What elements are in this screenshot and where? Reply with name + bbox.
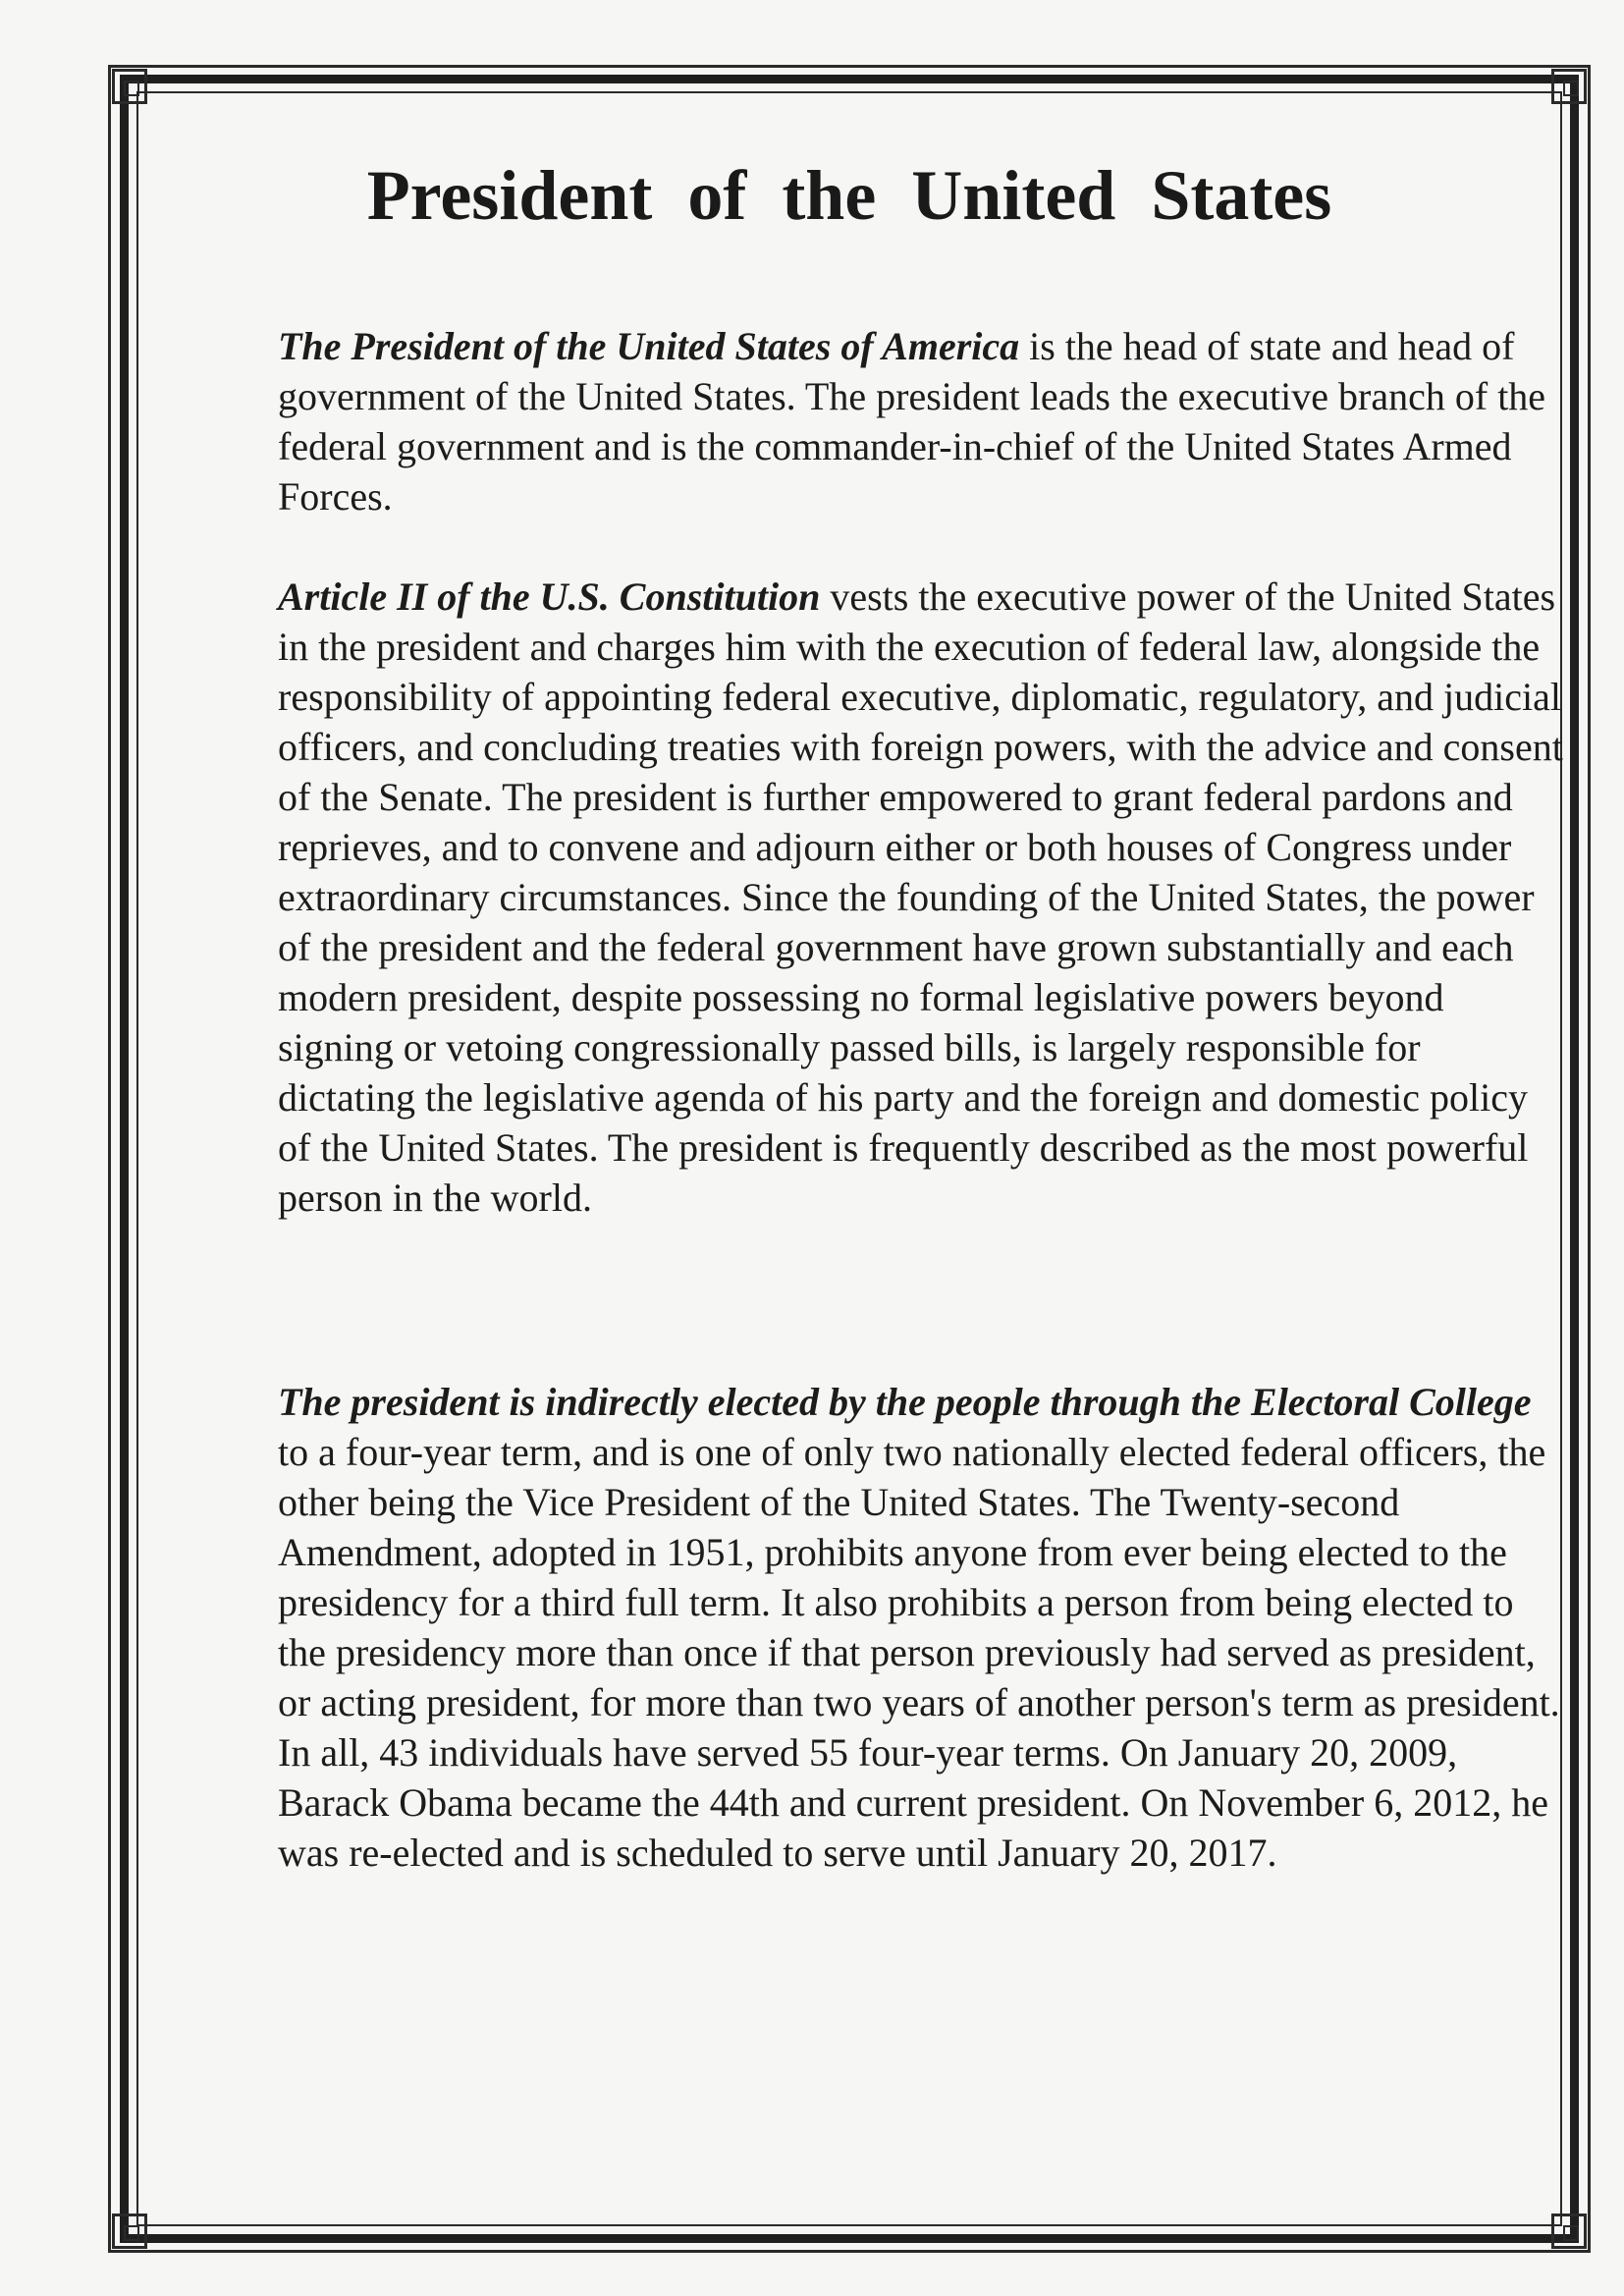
paragraph-1-lead: The President of the United States of America xyxy=(278,324,1020,368)
corner-ornament-top-right xyxy=(1551,69,1587,104)
page-title: President of the United States xyxy=(366,156,1332,235)
paragraph-2-lead: Article II of the U.S. Constitution xyxy=(278,574,821,619)
paragraph-1-text: is the head of state and head of government of the United States. The president leads the executive branch of the federal government and is the commander-in-chief of the United States Armed Forces. xyxy=(278,324,1546,519)
paragraph-3 xyxy=(278,1377,1564,1878)
corner-ornament-bottom-left xyxy=(112,2214,147,2249)
paragraph-3-text: to a four-year term, and is one of only two nationally elected federal officers, the other being the Vice President of the United States. The Twenty-second Amendment, adopted in 1951, prohibits anyone from ever being elected to the presidency for a third full term. It also prohibits a person from being elected to the presidency more than once if that person previously had served as president, or acting president, for more than two years of another person's term as president. In all, 43 individuals have served 55 four-year terms. On January 20, 2009, Barack Obama became the 44th and current president. On November 6, 2012, he was re-elected and is scheduled to serve until January 20, 2017. xyxy=(278,1430,1560,1875)
corner-ornament-top-left xyxy=(112,69,147,104)
paragraph-1 xyxy=(278,321,1564,521)
paragraph-2-text: vests the executive power of the United States in the president and charges him with the execution of federal law, alongside the responsibility of appointing federal executive, diplomatic, regulatory, and judicial officers, and concluding treaties with foreign powers, with the advice and consent of the Senate. The president is further empowered to grant federal pardons and reprieves, and to convene and adjourn either or both houses of Congress under extraordinary circumstances. Since the founding of the United States, the power of the president and the federal government have grown substantially and each modern president, despite possessing no formal legislative powers beyond signing or vetoing congressionally passed bills, is largely responsible for dictating the legislative agenda of his party and the foreign and domestic policy of the United States. The president is frequently described as the most powerful person in the world. xyxy=(278,574,1563,1220)
paragraph-3-lead: The president is indirectly elected by the people through the Electoral College xyxy=(278,1380,1532,1424)
paragraph-2 xyxy=(278,572,1564,1223)
corner-ornament-bottom-right xyxy=(1551,2214,1587,2249)
